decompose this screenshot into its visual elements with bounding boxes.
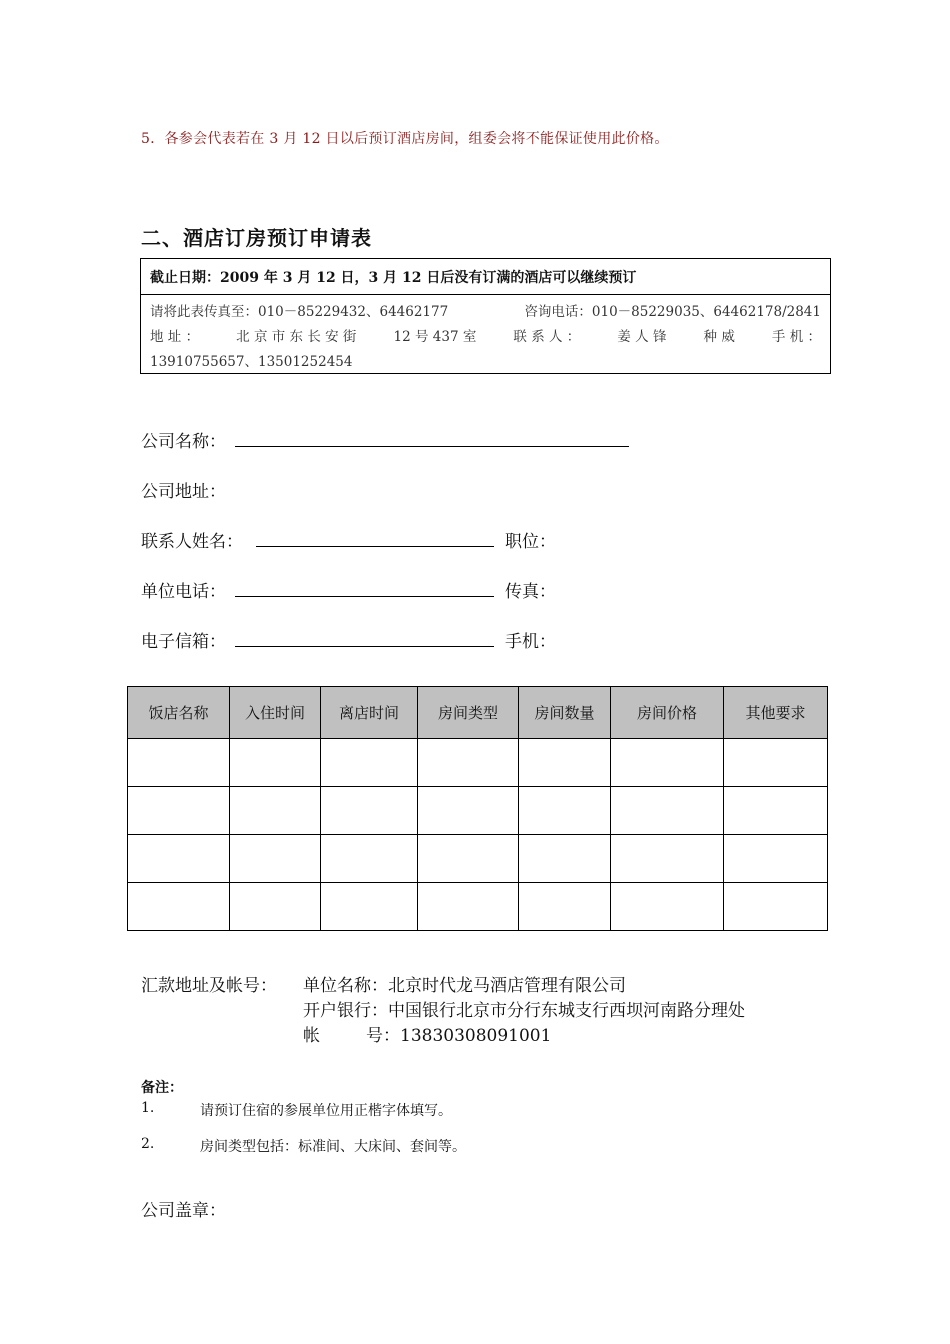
bank-account-number: 号：13830308091001	[366, 1026, 552, 1046]
contact-name-1: 姜 人 锋	[617, 329, 667, 345]
company-address-label: 公司地址：	[141, 482, 226, 502]
table-cell[interactable]	[128, 787, 230, 835]
bank-unit-name: 单位名称：北京时代龙马酒店管理有限公司	[303, 976, 626, 996]
mobile-field-label: 手机：	[505, 632, 556, 652]
company-name-input[interactable]	[235, 446, 629, 447]
bank-account-label: 帐	[303, 1026, 320, 1046]
header-room-type: 房间类型	[418, 687, 519, 739]
table-row	[128, 787, 828, 835]
header-check-in: 入住时间	[230, 687, 321, 739]
table-cell[interactable]	[724, 835, 828, 883]
table-cell[interactable]	[611, 787, 724, 835]
address-number: 12 号 437 室	[393, 329, 477, 345]
header-check-out: 离店时间	[321, 687, 418, 739]
info-box	[140, 258, 831, 374]
table-cell[interactable]	[128, 835, 230, 883]
table-cell[interactable]	[321, 739, 418, 787]
unit-phone-label: 单位电话：	[141, 582, 226, 602]
bank-label: 汇款地址及帐号：	[141, 976, 277, 996]
bank-bank-name: 开户银行：中国银行北京市分行东城支行西坝河南路分理处	[303, 1001, 745, 1021]
table-cell[interactable]	[611, 835, 724, 883]
phone-text: 咨询电话：010－85229035、64462178/2841	[524, 304, 821, 320]
table-cell[interactable]	[230, 835, 321, 883]
remark-num: 2.	[141, 1136, 155, 1152]
fax-phone-line	[150, 300, 821, 325]
booking-table	[127, 686, 828, 931]
header-room-count: 房间数量	[519, 687, 611, 739]
deadline-text: 截止日期：2009 年 3 月 12 日，3 月 12 日后没有订满的酒店可以继续预订	[141, 259, 830, 295]
remark-text: 房间类型包括：标准间、大床间、套间等。	[200, 1139, 466, 1155]
mobile-numbers: 13910755657、13501252454	[150, 354, 353, 370]
fax-text: 请将此表传真至：010－85229432、64462177	[150, 304, 449, 320]
remark-text: 请预订住宿的参展单位用正楷字体填写。	[200, 1103, 452, 1119]
contact-name-input[interactable]	[256, 546, 494, 547]
table-cell[interactable]	[724, 883, 828, 931]
section-title: 二、酒店订房预订申请表	[141, 226, 372, 250]
table-row	[128, 883, 828, 931]
table-row	[128, 835, 828, 883]
address-city: 北 京 市 东 长 安 街	[236, 329, 357, 345]
table-cell[interactable]	[519, 835, 611, 883]
table-cell[interactable]	[230, 883, 321, 931]
note-5: 5．各参会代表若在 3 月 12 日以后预订酒店房间，组委会将不能保证使用此价格。	[141, 131, 669, 147]
contact-name-2: 种 威	[703, 329, 735, 345]
header-hotel-name: 饭店名称	[128, 687, 230, 739]
header-room-price: 房间价格	[611, 687, 724, 739]
table-cell[interactable]	[519, 739, 611, 787]
table-cell[interactable]	[321, 835, 418, 883]
table-cell[interactable]	[611, 739, 724, 787]
table-cell[interactable]	[321, 883, 418, 931]
company-seal-label: 公司盖章：	[141, 1201, 226, 1221]
table-cell[interactable]	[418, 883, 519, 931]
table-row	[128, 739, 828, 787]
table-cell[interactable]	[418, 787, 519, 835]
remark-num: 1.	[141, 1100, 155, 1116]
address-prefix: 地 址 ：	[150, 329, 200, 345]
company-name-label: 公司名称：	[141, 432, 226, 452]
address-contact-line	[150, 325, 821, 350]
table-cell[interactable]	[321, 787, 418, 835]
info-body	[141, 295, 830, 375]
table-cell[interactable]	[519, 883, 611, 931]
unit-phone-input[interactable]	[235, 596, 494, 597]
position-label: 职位：	[505, 532, 556, 552]
table-cell[interactable]	[418, 835, 519, 883]
table-cell[interactable]	[519, 787, 611, 835]
table-cell[interactable]	[230, 787, 321, 835]
email-input[interactable]	[235, 646, 494, 647]
mobile-label: 手 机 ：	[771, 329, 821, 345]
email-label: 电子信箱：	[141, 632, 226, 652]
table-cell[interactable]	[128, 739, 230, 787]
table-cell[interactable]	[724, 739, 828, 787]
table-cell[interactable]	[418, 739, 519, 787]
table-header-row	[128, 687, 828, 739]
table-cell[interactable]	[230, 739, 321, 787]
table-cell[interactable]	[611, 883, 724, 931]
contact-label: 联 系 人 ：	[513, 329, 581, 345]
fax-label: 传真：	[505, 582, 556, 602]
contact-name-label: 联系人姓名：	[141, 532, 243, 552]
header-other-requests: 其他要求	[724, 687, 828, 739]
table-cell[interactable]	[724, 787, 828, 835]
table-cell[interactable]	[128, 883, 230, 931]
remarks-title: 备注：	[141, 1080, 183, 1096]
